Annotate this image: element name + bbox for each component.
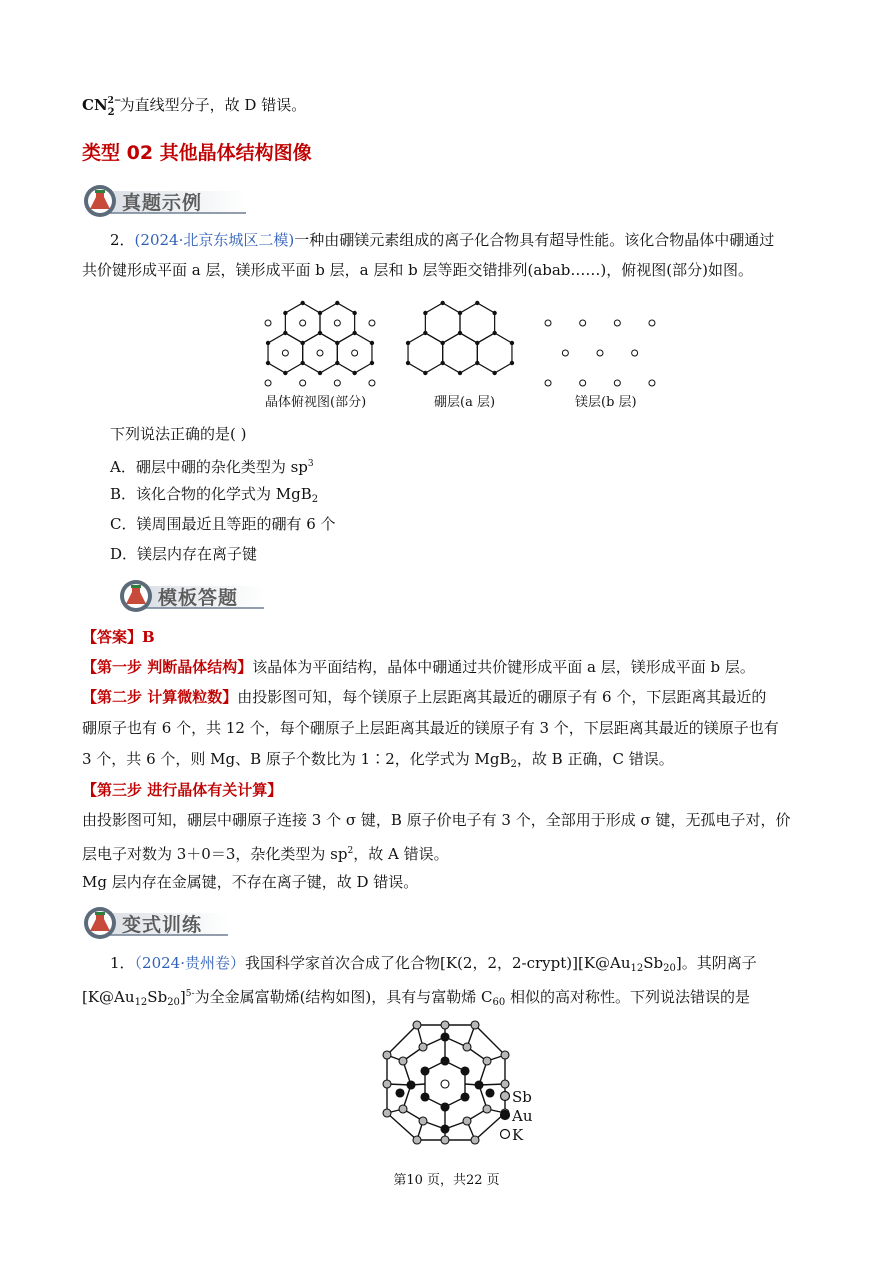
section-title: 类型 02 其他晶体结构图像 — [82, 142, 312, 164]
boron-hexagon — [477, 333, 512, 373]
sb-atom — [501, 1051, 509, 1059]
au-atom — [486, 1089, 494, 1097]
answer-label: 【答案】B — [82, 628, 155, 646]
magnesium-atom — [614, 380, 620, 386]
magnesium-atom — [300, 380, 306, 386]
magnesium-atom — [282, 350, 288, 356]
sb-atom — [399, 1105, 407, 1113]
magnesium-atom — [580, 380, 586, 386]
formula: CN 2− 2 — [82, 96, 122, 118]
au-atom — [407, 1081, 415, 1089]
boron-atom — [318, 371, 322, 375]
crystal-top-view — [265, 301, 375, 386]
sb-atom — [441, 1136, 449, 1144]
magnesium-atom — [545, 320, 551, 326]
boron-atom — [352, 311, 356, 315]
step3-line3: Mg 层内存在金属键，不存在离子键，故 D 错误。 — [82, 873, 419, 891]
boron-hexagon — [425, 303, 460, 343]
magnesium-atom — [545, 380, 551, 386]
question-source: (2024·北京东城区二模) — [134, 231, 295, 249]
sb-atom — [471, 1021, 479, 1029]
sb-atom — [399, 1057, 407, 1065]
magnesium-atom — [649, 320, 655, 326]
boron-atom — [406, 361, 410, 365]
question-source: （2024·贵州卷） — [134, 954, 245, 972]
page-footer: 第10 页，共22 页 — [393, 1173, 500, 1188]
figure-label-boron: 硼层(a 层) — [434, 395, 496, 410]
boron-hexagon — [460, 303, 495, 343]
magnesium-layer — [545, 320, 655, 386]
boron-atom — [492, 371, 496, 375]
au-atom — [421, 1093, 429, 1101]
boron-atom — [352, 331, 356, 335]
option-a: A．硼层中硼的杂化类型为 $sp^3$ — [110, 458, 314, 476]
figure-label-top-view: 晶体俯视图(部分) — [265, 395, 367, 410]
magnesium-atom — [265, 380, 271, 386]
sb-atom — [483, 1057, 491, 1065]
boron-atom — [283, 311, 287, 315]
legend-au: Au — [512, 1107, 533, 1125]
boron-atom — [475, 301, 479, 305]
boron-atom — [510, 341, 514, 345]
template-banner — [118, 578, 268, 614]
au-atom — [461, 1067, 469, 1075]
question-1-line1: 1．（2024·贵州卷）我国科学家首次合成了化合物[K(2，2，$2-crypt)][K@Au_{12}Sb_{20}]$。其阴离子 — [110, 954, 757, 974]
boron-atom — [475, 341, 479, 345]
boron-atom — [266, 361, 270, 365]
magnesium-atom — [562, 350, 568, 356]
legend-au-marker — [501, 1111, 510, 1120]
au-atom — [441, 1125, 449, 1133]
au-atom — [396, 1089, 404, 1097]
sb-atom — [383, 1051, 391, 1059]
magnesium-atom — [300, 320, 306, 326]
au-atom — [441, 1103, 449, 1111]
magnesium-atom — [369, 320, 375, 326]
sb-atom — [413, 1021, 421, 1029]
question-1-line2: $[K@Au_{12}Sb_{20}]^{5-}$为全金属富勒烯(结构如图)，具有与富勒烯 $C_{60}$ 相似的高对称性。下列说法错误的是 — [82, 988, 751, 1008]
boron-atom — [283, 371, 287, 375]
example-banner — [82, 183, 252, 219]
legend-k-marker — [501, 1130, 510, 1139]
step2-line2: 硼原子也有 6 个，共 12 个，每个硼原子上层距离其最近的镁原子有 3 个，下层距离其最近的镁原子也有 — [82, 719, 779, 737]
step3: 【第三步 进行晶体有关计算】 — [82, 781, 283, 799]
banner-label: 变式训练 — [122, 914, 203, 936]
boron-atom — [423, 311, 427, 315]
au-atom — [421, 1067, 429, 1075]
sb-atom — [463, 1117, 471, 1125]
magnesium-atom — [614, 320, 620, 326]
boron-atom — [370, 341, 374, 345]
boron-atom — [335, 341, 339, 345]
crystal-figure — [250, 290, 680, 390]
legend-sb-marker — [501, 1092, 510, 1101]
boron-hexagon — [443, 333, 478, 373]
boron-atom — [406, 341, 410, 345]
option-c: C．镁周围最近且等距的硼有 6 个 — [110, 515, 336, 533]
magnesium-atom — [352, 350, 358, 356]
magnesium-atom — [597, 350, 603, 356]
boron-atom — [492, 311, 496, 315]
step1: 【第一步 判断晶体结构】该晶体为平面结构，晶体中硼通过共价键形成平面 a 层，镁形成平面 b 层。 — [82, 658, 755, 676]
step3-line1: 由投影图可知，硼层中硼原子连接 3 个 σ 键，B 原子价电子有 3 个，全部用于形成 σ 键，无孤电子对，价 — [82, 811, 791, 829]
question-2-line2: 共价键形成平面 a 层，镁形成平面 b 层，a 层和 b 层等距交错排列(abab……)，俯视图(部分)如图。 — [82, 261, 753, 279]
step2-line3: 3 个，共 6 个，则 Mg、B 原子个数比为 1∶2，化学式为 MgB$_2$，故 B 正确，C 错误。 — [82, 750, 674, 770]
magnesium-atom — [649, 380, 655, 386]
boron-atom — [458, 311, 462, 315]
legend — [512, 1088, 533, 1145]
boron-atom — [300, 301, 304, 305]
boron-atom — [318, 331, 322, 335]
sb-atom — [501, 1080, 509, 1088]
magnesium-atom — [632, 350, 638, 356]
boron-atom — [458, 371, 462, 375]
practice-banner — [82, 905, 232, 941]
step2: 【第二步 计算微粒数】由投影图可知，每个镁原子上层距离其最近的硼原子有 6 个，下层距离其最近的 — [82, 688, 767, 706]
magnesium-atom — [334, 320, 340, 326]
boron-atom — [440, 341, 444, 345]
step3-line2: 层电子对数为 3＋0＝3，杂化类型为 $sp^2$，故 A 错误。 — [82, 845, 449, 863]
top-line: CN 2− 2 为直线型分子，故 D 错误。 — [82, 96, 307, 118]
magnesium-atom — [317, 350, 323, 356]
boron-atom — [492, 331, 496, 335]
au-atom — [441, 1057, 449, 1065]
magnesium-atom — [334, 380, 340, 386]
legend-sb: Sb — [512, 1088, 532, 1106]
boron-layer — [406, 301, 514, 375]
boron-atom — [266, 341, 270, 345]
boron-hexagon — [408, 333, 443, 373]
question-prompt: 下列说法正确的是( ) — [110, 425, 247, 443]
sb-atom — [463, 1043, 471, 1051]
magnesium-atom — [580, 320, 586, 326]
boron-atom — [370, 361, 374, 365]
au-atom — [475, 1081, 483, 1089]
magnesium-atom — [369, 380, 375, 386]
banner-label: 真题示例 — [122, 192, 203, 214]
magnesium-atom — [265, 320, 271, 326]
option-b: B．该化合物的化学式为 MgB$_2$ — [110, 485, 319, 505]
boron-atom — [475, 361, 479, 365]
sb-atom — [441, 1021, 449, 1029]
figure-label-magnesium: 镁层(b 层) — [575, 395, 637, 410]
boron-atom — [423, 371, 427, 375]
banner-label: 模板答题 — [158, 587, 239, 609]
sb-atom — [413, 1136, 421, 1144]
k-atom — [441, 1080, 449, 1088]
au-atom — [441, 1033, 449, 1041]
question-2-line1: 2．(2024·北京东城区二模)一种由硼镁元素组成的离子化合物具有超导性能。该化合物晶体中硼通过 — [110, 231, 775, 249]
boron-atom — [283, 331, 287, 335]
option-d: D．镁层内存在离子键 — [110, 545, 258, 563]
boron-atom — [423, 331, 427, 335]
sb-atom — [383, 1080, 391, 1088]
sb-atom — [471, 1136, 479, 1144]
sb-atom — [419, 1117, 427, 1125]
boron-atom — [335, 301, 339, 305]
boron-atom — [318, 311, 322, 315]
boron-atom — [510, 361, 514, 365]
au-atom — [461, 1093, 469, 1101]
boron-atom — [440, 361, 444, 365]
sb-atom — [483, 1105, 491, 1113]
boron-atom — [300, 361, 304, 365]
boron-atom — [300, 341, 304, 345]
boron-atom — [440, 301, 444, 305]
sb-atom — [383, 1109, 391, 1117]
boron-atom — [335, 361, 339, 365]
boron-atom — [458, 331, 462, 335]
legend-k: K — [512, 1126, 524, 1144]
sb-atom — [419, 1043, 427, 1051]
boron-atom — [352, 371, 356, 375]
